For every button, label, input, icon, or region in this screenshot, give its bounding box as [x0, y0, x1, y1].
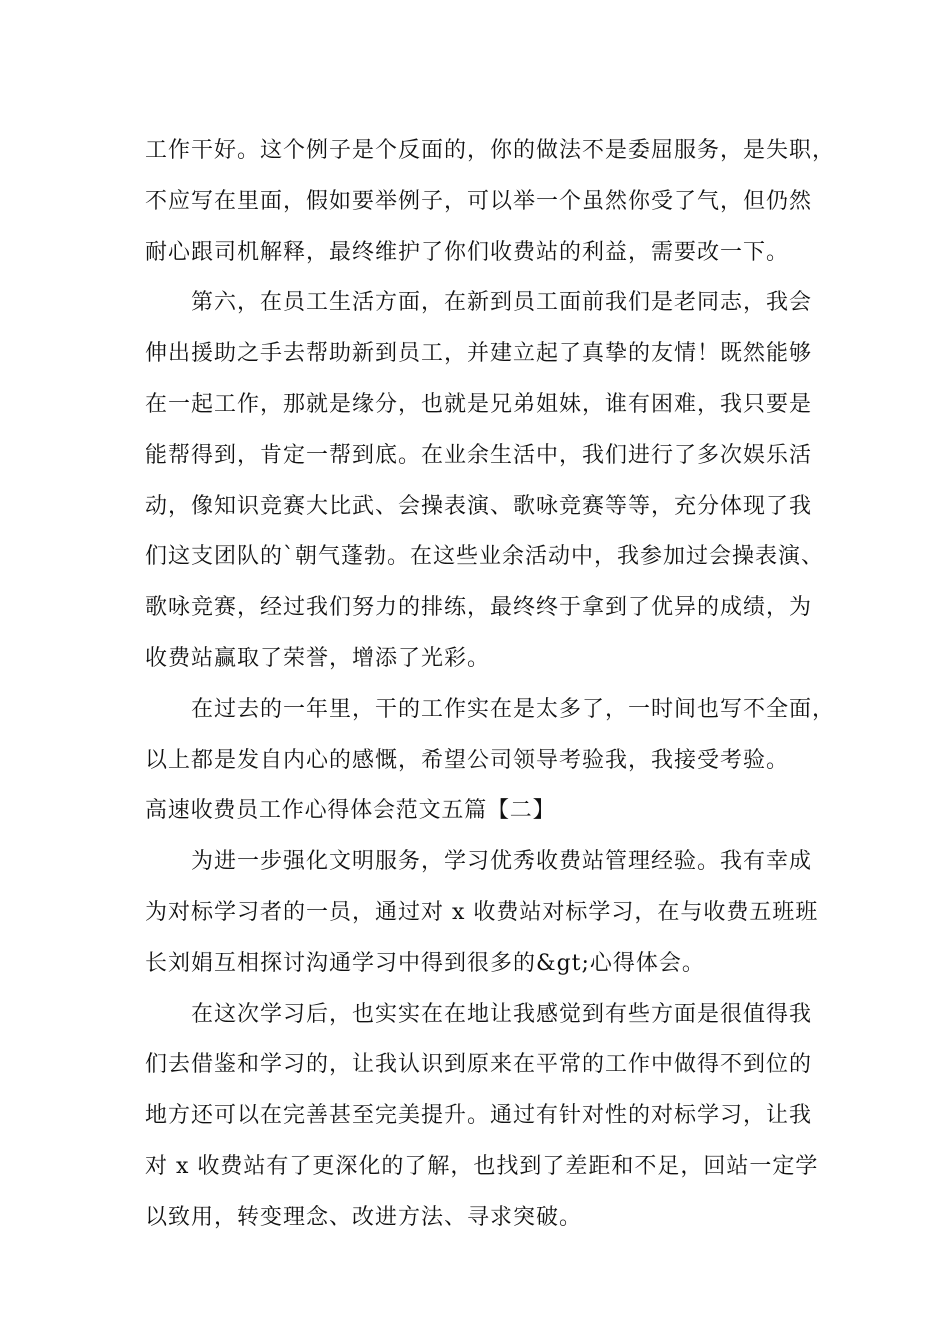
text-line: 动，像知识竞赛大比武、会操表演、歌咏竞赛等等，充分体现了我 — [145, 493, 813, 519]
text-line: 在过去的一年里，干的工作实在是太多了，一时间也写不全面， — [145, 696, 836, 722]
text-line: 工作干好。这个例子是个反面的，你的做法不是委屈服务，是失职， — [145, 138, 836, 163]
section-heading: 高速收费员工作心得体会范文五篇【二】 — [145, 798, 556, 824]
text-line: 在一起工作，那就是缘分，也就是兄弟姐妹，谁有困难，我只要是 — [145, 391, 813, 417]
text-line: 地方还可以在完善甚至完美提升。通过有针对性的对标学习，让我 — [145, 1103, 813, 1129]
text-line: 们这支团队的`朝气蓬勃。在这些业余活动中，我参加过会操表演、 — [145, 544, 825, 570]
text-line: 以致用，转变理念、改进方法、寻求突破。 — [145, 1204, 583, 1230]
body-text — [145, 126, 835, 1244]
text-line: 在这次学习后，也实实在在地让我感觉到有些方面是很值得我 — [145, 1001, 813, 1027]
text-line: 能帮得到，肯定一帮到底。在业余生活中，我们进行了多次娱乐活 — [145, 442, 813, 468]
text-line: 长刘娟互相探讨沟通学习中得到很多的&gt;心得体会。 — [145, 950, 705, 976]
text-line: 耐心跟司机解释，最终维护了你们收费站的利益，需要改一下。 — [145, 239, 790, 265]
text-line: 以上都是发自内心的感慨，希望公司领导考验我，我接受考验。 — [145, 747, 790, 773]
text-line: 对 x 收费站有了更深化的了解，也找到了差距和不足，回站一定学 — [145, 1153, 819, 1179]
text-line: 歌咏竞赛，经过我们努力的排练，最终终于拿到了优异的成绩，为 — [145, 595, 813, 621]
text-line: 们去借鉴和学习的，让我认识到原来在平常的工作中做得不到位的 — [145, 1052, 813, 1078]
text-line: 不应写在里面，假如要举例子，可以举一个虽然你受了气，但仍然 — [145, 188, 813, 214]
text-line: 为对标学习者的一员，通过对 x 收费站对标学习，在与收费五班班 — [145, 899, 819, 925]
text-line: 为进一步强化文明服务，学习优秀收费站管理经验。我有幸成 — [145, 849, 813, 875]
text-line: 收费站赢取了荣誉，增添了光彩。 — [145, 645, 491, 671]
text-line: 伸出援助之手去帮助新到员工，并建立起了真挚的友情！既然能够 — [145, 341, 813, 367]
text-line: 第六，在员工生活方面，在新到员工面前我们是老同志，我会 — [145, 290, 813, 316]
